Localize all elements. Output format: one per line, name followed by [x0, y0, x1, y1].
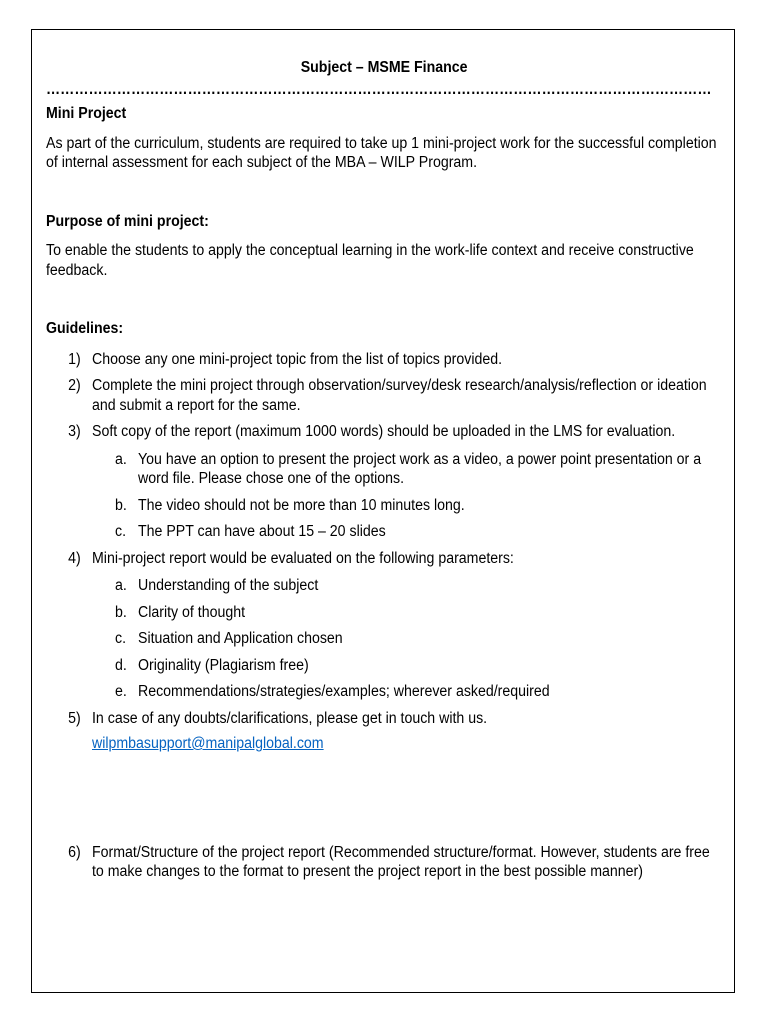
sub-item-text: The video should not be more than 10 minutes long. — [138, 496, 465, 514]
support-email-link[interactable]: wilpmbasupport@manipalglobal.com — [92, 735, 324, 752]
sub-item-text: Situation and Application chosen — [138, 630, 343, 647]
sub-item-text: You have an option to present the project work as a video, a power point presentation or a word file. Please chose one of the options. — [138, 450, 702, 487]
blank-space — [92, 754, 722, 836]
guideline-number: 6) — [68, 843, 81, 861]
sub-item — [92, 450, 722, 489]
guideline-3-sublist — [92, 450, 722, 542]
guideline-item-6 — [46, 843, 722, 882]
document-title: Subject – MSME Finance — [300, 59, 468, 76]
guideline-number: 4) — [68, 549, 81, 567]
sub-item — [92, 496, 722, 516]
guidelines-list — [46, 350, 722, 882]
sub-item — [92, 682, 722, 702]
guideline-text: Soft copy of the report (maximum 1000 words) should be uploaded in the LMS for evaluation. — [92, 423, 676, 440]
sub-item — [92, 576, 722, 596]
guideline-text: Format/Structure of the project report (Recommended structure/format. However, students are free to make changes to the format to present the project report in the best possible manner) — [92, 843, 710, 880]
purpose-heading: Purpose of mini project: — [46, 212, 209, 230]
sub-item-text: Recommendations/strategies/examples; wherever asked/required — [138, 683, 550, 700]
sub-item-letter: c. — [115, 630, 127, 647]
guideline-text: Complete the mini project through observation/survey/desk research/analysis/reflection or ideation and submit a report for the same. — [92, 377, 707, 414]
sub-item-text: Understanding of the subject — [138, 577, 319, 594]
sub-item-text: The PPT can have about 15 – 20 slides — [138, 523, 386, 540]
sub-item-letter: c. — [115, 523, 127, 540]
guideline-number: 1) — [68, 350, 81, 368]
mini-project-heading: Mini Project — [46, 105, 127, 122]
guideline-item-4 — [46, 549, 722, 702]
guideline-text: Choose any one mini-project topic from the list of topics provided. — [92, 350, 503, 368]
guideline-item-2 — [46, 376, 722, 415]
guideline-item-5 — [46, 709, 722, 836]
sub-item-letter: d. — [115, 656, 127, 674]
guideline-text: In case of any doubts/clarifications, please get in touch with us. — [92, 709, 488, 727]
purpose-text: To enable the students to apply the conceptual learning in the work-life context and receive constructive feedback. — [46, 242, 694, 279]
sub-item — [92, 522, 722, 542]
guideline-item-3 — [46, 422, 722, 542]
guideline-number: 5) — [68, 709, 81, 727]
sub-item — [92, 629, 722, 649]
guidelines-heading: Guidelines: — [46, 320, 124, 337]
sub-item-text: Clarity of thought — [138, 603, 246, 621]
sub-item-text: Originality (Plagiarism free) — [138, 656, 309, 674]
guideline-item-1 — [46, 350, 722, 370]
sub-item-letter: b. — [115, 603, 127, 621]
mini-project-text: As part of the curriculum, students are required to take up 1 mini-project work for the successful completion of internal assessment for each subject of the MBA – WILP Program. — [46, 134, 717, 171]
sub-item — [92, 656, 722, 676]
guideline-4-sublist — [92, 576, 722, 702]
document-content — [46, 58, 722, 889]
sub-item-letter: a. — [115, 577, 127, 594]
dotted-divider: …………………………………………………………………………………………………………………………… — [46, 82, 712, 98]
guideline-number: 3) — [68, 423, 81, 440]
guideline-number: 2) — [68, 377, 81, 394]
sub-item-letter: b. — [115, 496, 127, 514]
guideline-text: Mini-project report would be evaluated on the following parameters: — [92, 549, 514, 567]
sub-item — [92, 603, 722, 623]
sub-item-letter: e. — [115, 683, 127, 700]
sub-item-letter: a. — [115, 450, 127, 468]
